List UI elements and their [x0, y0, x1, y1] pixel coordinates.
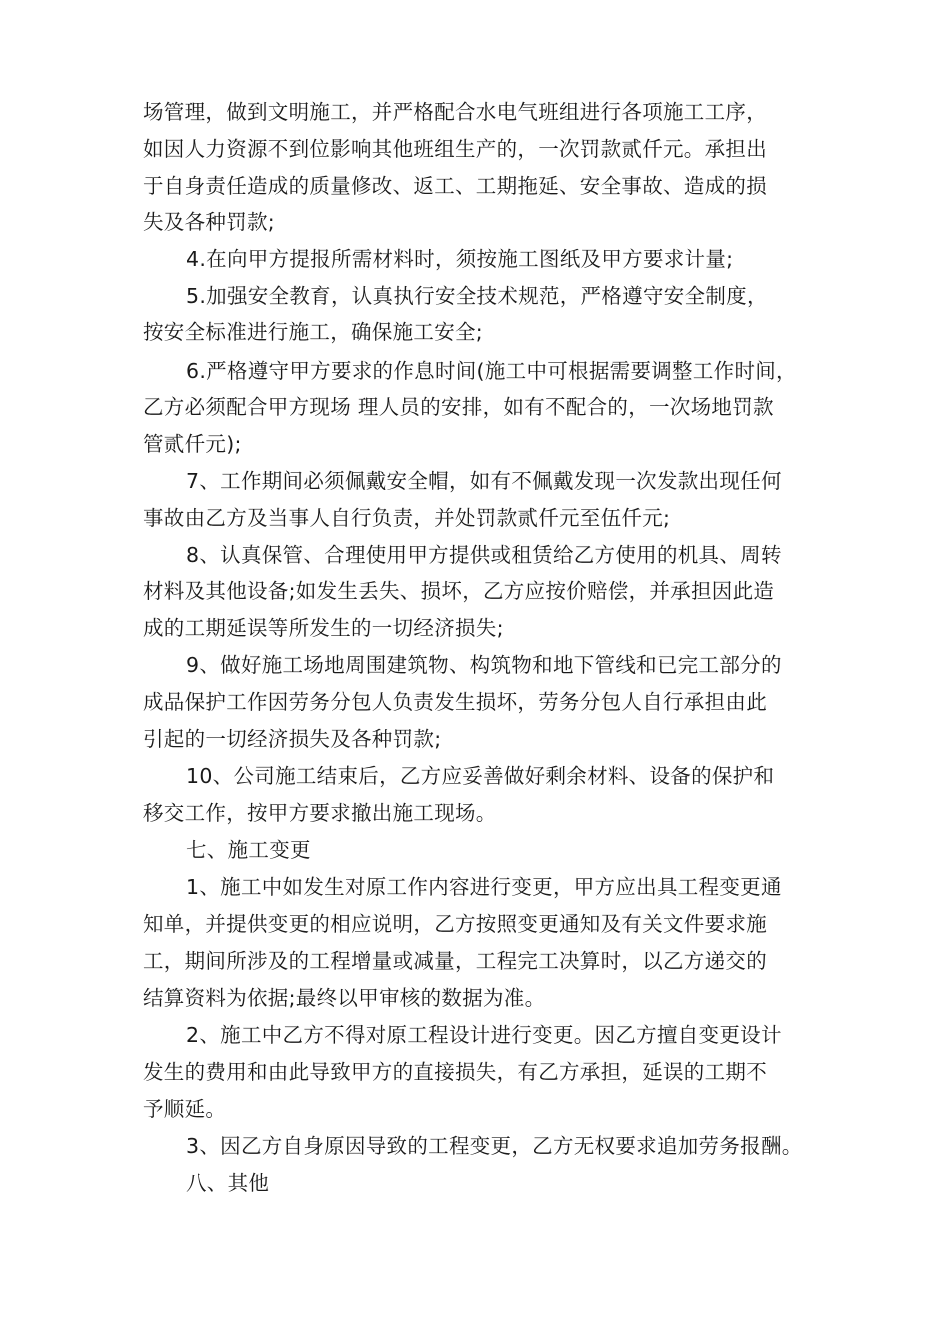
text-line: 2、施工中乙方不得对原工程设计进行变更。因乙方擅自变更设计: [186, 1023, 782, 1047]
text-line: 8、认真保管、合理使用甲方提供或租赁给乙方使用的机具、周转: [186, 543, 782, 567]
text-line: 发生的费用和由此导致甲方的直接损失，有乙方承担，延误的工期不: [143, 1060, 767, 1084]
text-line: 成品保护工作因劳务分包人负责发生损坏，劳务分包人自行承担由此: [143, 690, 767, 714]
text-line: 4.在向甲方提报所需材料时，须按施工图纸及甲方要求计量;: [186, 247, 734, 271]
text-line: 结算资料为依据;最终以甲审核的数据为准。: [143, 986, 546, 1010]
text-line: 工，期间所涉及的工程增量或减量，工程完工决算时，以乙方递交的: [143, 949, 767, 973]
text-line: 予顺延。: [143, 1097, 227, 1121]
text-line: 管贰仟元);: [143, 432, 242, 456]
text-line: 按安全标准进行施工，确保施工安全;: [143, 320, 484, 344]
text-line: 9、做好施工场地周围建筑物、构筑物和地下管线和已完工部分的: [186, 653, 782, 677]
text-line: 如因人力资源不到位影响其他班组生产的，一次罚款贰仟元。承担出: [143, 137, 767, 161]
text-line: 3、因乙方自身原因导致的工程变更，乙方无权要求追加劳务报酬。: [186, 1134, 803, 1158]
text-line: 1、施工中如发生对原工作内容进行变更，甲方应出具工程变更通: [186, 875, 782, 899]
text-line: 乙方必须配合甲方现场 理人员的安排，如有不配合的，一次场地罚款: [143, 395, 774, 419]
text-line: 10、公司施工结束后，乙方应妥善做好剩余材料、设备的保护和: [186, 764, 775, 788]
text-line: 于自身责任造成的质量修改、返工、工期拖延、安全事故、造成的损: [143, 174, 767, 198]
section-heading: 八、其他: [186, 1171, 270, 1195]
text-line: 6.严格遵守甲方要求的作息时间(施工中可根据需要调整工作时间，: [186, 359, 797, 383]
text-line: 知单，并提供变更的相应说明，乙方按照变更通知及有关文件要求施: [143, 912, 767, 936]
text-line: 失及各种罚款;: [143, 210, 276, 234]
text-line: 7、工作期间必须佩戴安全帽，如有不佩戴发现一次发款出现任何: [186, 469, 782, 493]
section-heading: 七、施工变更: [186, 838, 311, 862]
text-line: 引起的一切经济损失及各种罚款;: [143, 727, 442, 751]
text-line: 移交工作，按甲方要求撤出施工现场。: [143, 801, 497, 825]
text-line: 5.加强安全教育，认真执行安全技术规范，严格遵守安全制度，: [186, 284, 768, 308]
text-line: 材料及其他设备;如发生丢失、损坏，乙方应按价赔偿，并承担因此造: [143, 579, 775, 603]
text-line: 事故由乙方及当事人自行负责，并处罚款贰仟元至伍仟元;: [143, 506, 671, 530]
text-line: 成的工期延误等所发生的一切经济损失;: [143, 616, 504, 640]
text-line: 场管理，做到文明施工，并严格配合水电气班组进行各项施工工序，: [143, 100, 767, 124]
